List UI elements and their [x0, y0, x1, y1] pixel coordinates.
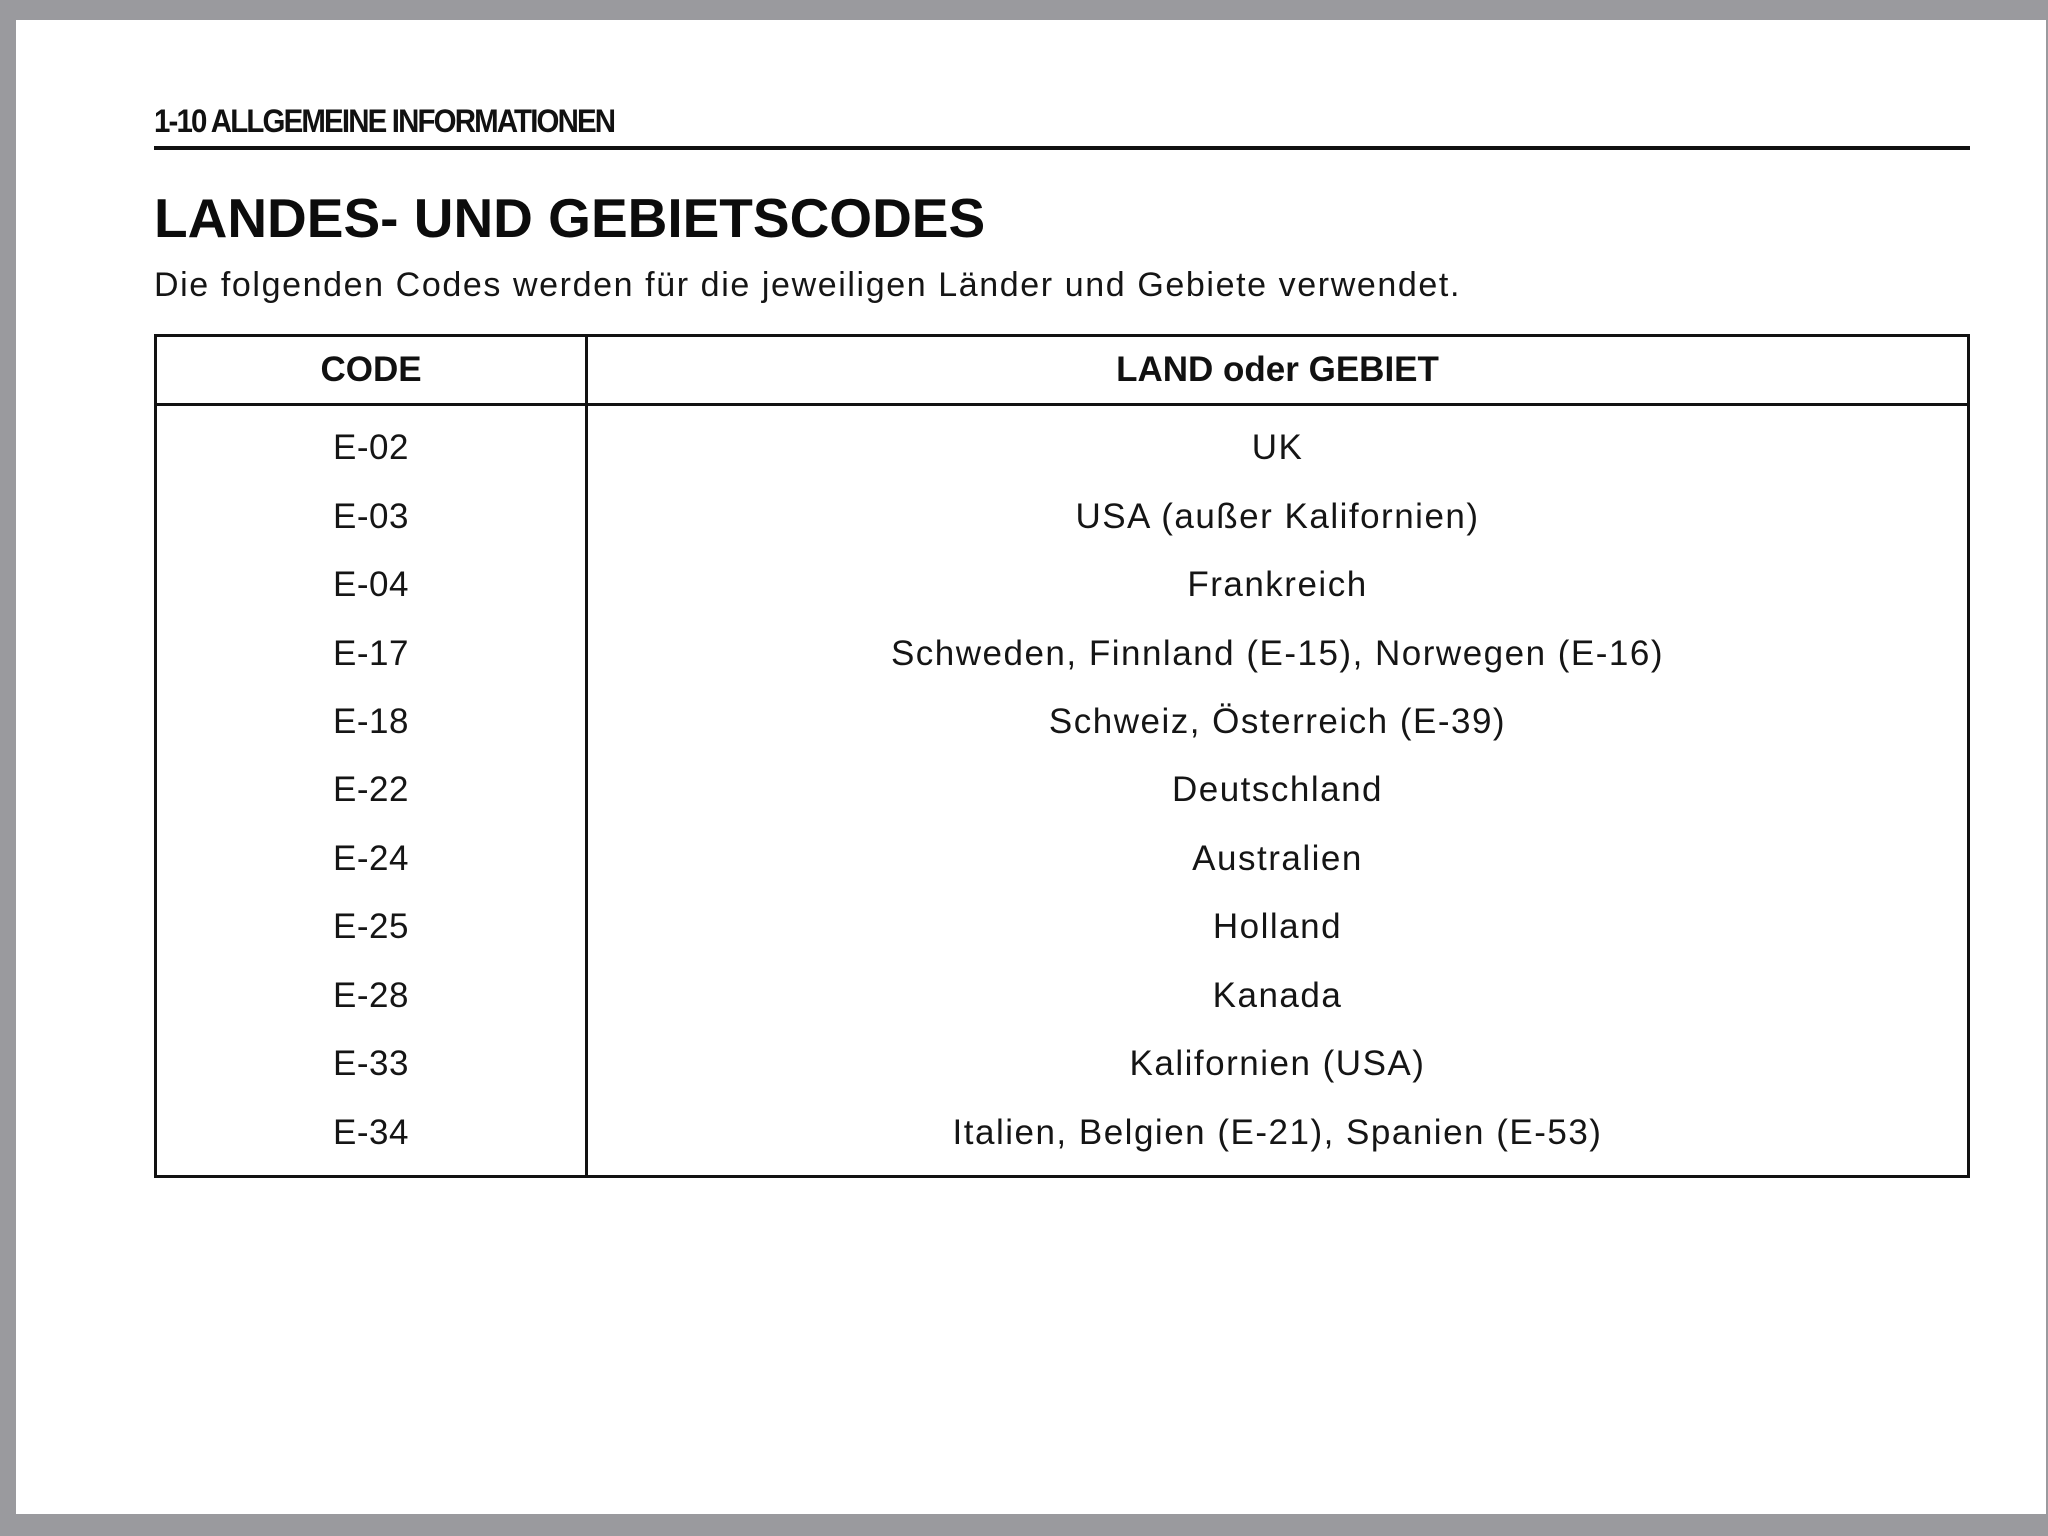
table-row	[156, 962, 1969, 1030]
code-cell: E-25	[156, 893, 587, 961]
code-cell: E-03	[156, 483, 587, 551]
country-code-table	[154, 334, 1970, 1178]
code-cell: E-02	[156, 405, 587, 483]
table-row	[156, 1098, 1969, 1176]
running-title: 1-10 ALLGEMEINE INFORMATIONEN	[154, 103, 615, 139]
code-cell: E-22	[156, 756, 587, 824]
table-row	[156, 483, 1969, 551]
region-cell: UK	[1251, 428, 1304, 468]
region-cell: Italien, Belgien (E-21), Spanien (E-53)	[952, 1112, 1603, 1152]
region-cell: Deutschland	[1171, 770, 1384, 810]
code-cell: E-28	[156, 962, 587, 1030]
table-header-row	[156, 336, 1969, 405]
region-cell: Kalifornien (USA)	[1129, 1044, 1426, 1084]
table-row	[156, 619, 1969, 687]
code-cell: E-18	[156, 688, 587, 756]
region-cell: Australien	[1192, 838, 1363, 878]
code-cell: E-04	[156, 551, 587, 619]
document-page	[16, 20, 2046, 1514]
section-title: LANDES- UND GEBIETSCODES	[154, 187, 986, 249]
page-header	[154, 78, 1970, 150]
section-intro: Die folgenden Codes werden für die jeweiligen Länder und Gebiete verwendet.	[154, 266, 1461, 304]
region-cell: Schweiz, Österreich (E-39)	[1048, 702, 1507, 742]
table-row	[156, 1030, 1969, 1098]
table-row	[156, 756, 1969, 824]
table-body	[156, 405, 1969, 1177]
region-cell: USA (außer Kalifornien)	[1075, 496, 1480, 536]
column-header-region: LAND oder GEBIET	[587, 336, 1969, 405]
column-header-code: CODE	[156, 336, 587, 405]
code-cell: E-24	[156, 825, 587, 893]
table-row	[156, 405, 1969, 483]
region-cell: Frankreich	[1187, 565, 1368, 605]
table-row	[156, 688, 1969, 756]
code-cell: E-34	[156, 1098, 587, 1176]
table-row	[156, 825, 1969, 893]
region-cell: Schweden, Finnland (E-15), Norwegen (E-16)	[890, 633, 1665, 673]
code-cell: E-33	[156, 1030, 587, 1098]
region-cell: Kanada	[1212, 975, 1343, 1015]
table-header	[156, 336, 1969, 405]
table-row	[156, 893, 1969, 961]
region-cell: Holland	[1212, 907, 1343, 947]
code-cell: E-17	[156, 619, 587, 687]
table-row	[156, 551, 1969, 619]
